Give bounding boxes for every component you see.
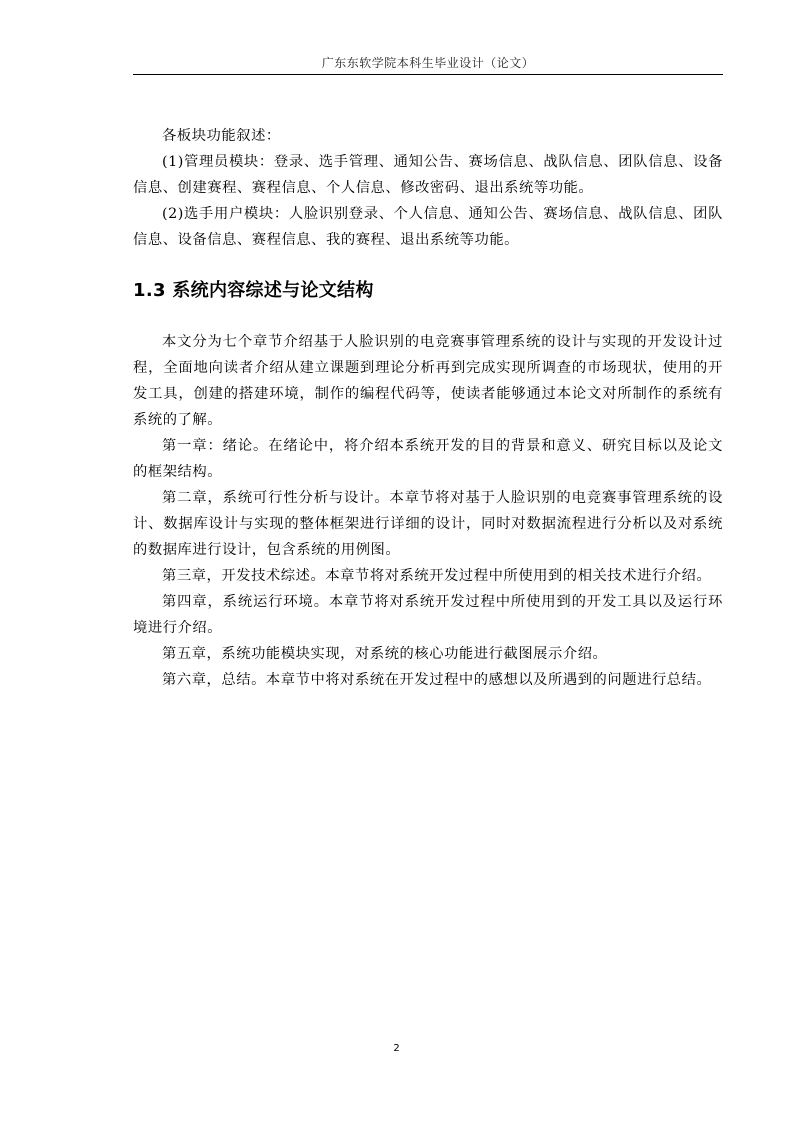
body-paragraph: 本文分为七个章节介绍基于人脸识别的电竞赛事管理系统的设计与实现的开发设计过程，全面地向读者介绍从建立课题到理论分析再到完成实现所调查的市场现状，使用的开发工具，创建的搭建环境，制作的编程代码等，使读者能够通过本论文对所制作的系统有系统的了解。 — [133, 334, 723, 428]
module-intro-label: 各板块功能叙述： — [162, 128, 281, 144]
admin-module-paragraph: (1)管理员模块：登录、选手管理、通知公告、赛场信息、战队信息、团队信息、设备信息、创建赛程、赛程信息、个人信息、修改密码、退出系统等功能。 — [133, 154, 723, 196]
section-heading: 1.3 系统内容综述与论文结构 — [133, 280, 374, 301]
page-number: 2 — [393, 1043, 400, 1054]
page-header: 广东东软学院本科生毕业设计（论文） — [321, 56, 535, 70]
header-divider — [133, 74, 723, 75]
chapter-two-paragraph: 第二章，系统可行性分析与设计。本章节将对基于人脸识别的电竞赛事管理系统的设计、数据库设计与实现的整体框架进行详细的设计，同时对数据流程进行分析以及对系统的数据库进行设计，包含系统的用例图。 — [133, 490, 723, 558]
user-module-paragraph: (2)选手用户模块：人脸识别登录、个人信息、通知公告、赛场信息、战队信息、团队信息、设备信息、赛程信息、我的赛程、退出系统等功能。 — [133, 206, 723, 248]
chapter-three-paragraph: 第三章，开发技术综述。本章节将对系统开发过程中所使用到的相关技术进行介绍。 — [162, 568, 712, 584]
chapter-one-paragraph: 第一章：绪论。在绪论中，将介绍本系统开发的目的背景和意义、研究目标以及论文的框架结构。 — [133, 438, 723, 480]
chapter-six-paragraph: 第六章，总结。本章节中将对系统在开发过程中的感想以及所遇到的问题进行总结。 — [162, 672, 712, 688]
chapter-four-paragraph: 第四章，系统运行环境。本章节将对系统开发过程中所使用到的开发工具以及运行环境进行介绍。 — [133, 594, 723, 636]
chapter-five-paragraph: 第五章，系统功能模块实现，对系统的核心功能进行截图展示介绍。 — [162, 646, 608, 662]
document-body — [133, 123, 723, 693]
